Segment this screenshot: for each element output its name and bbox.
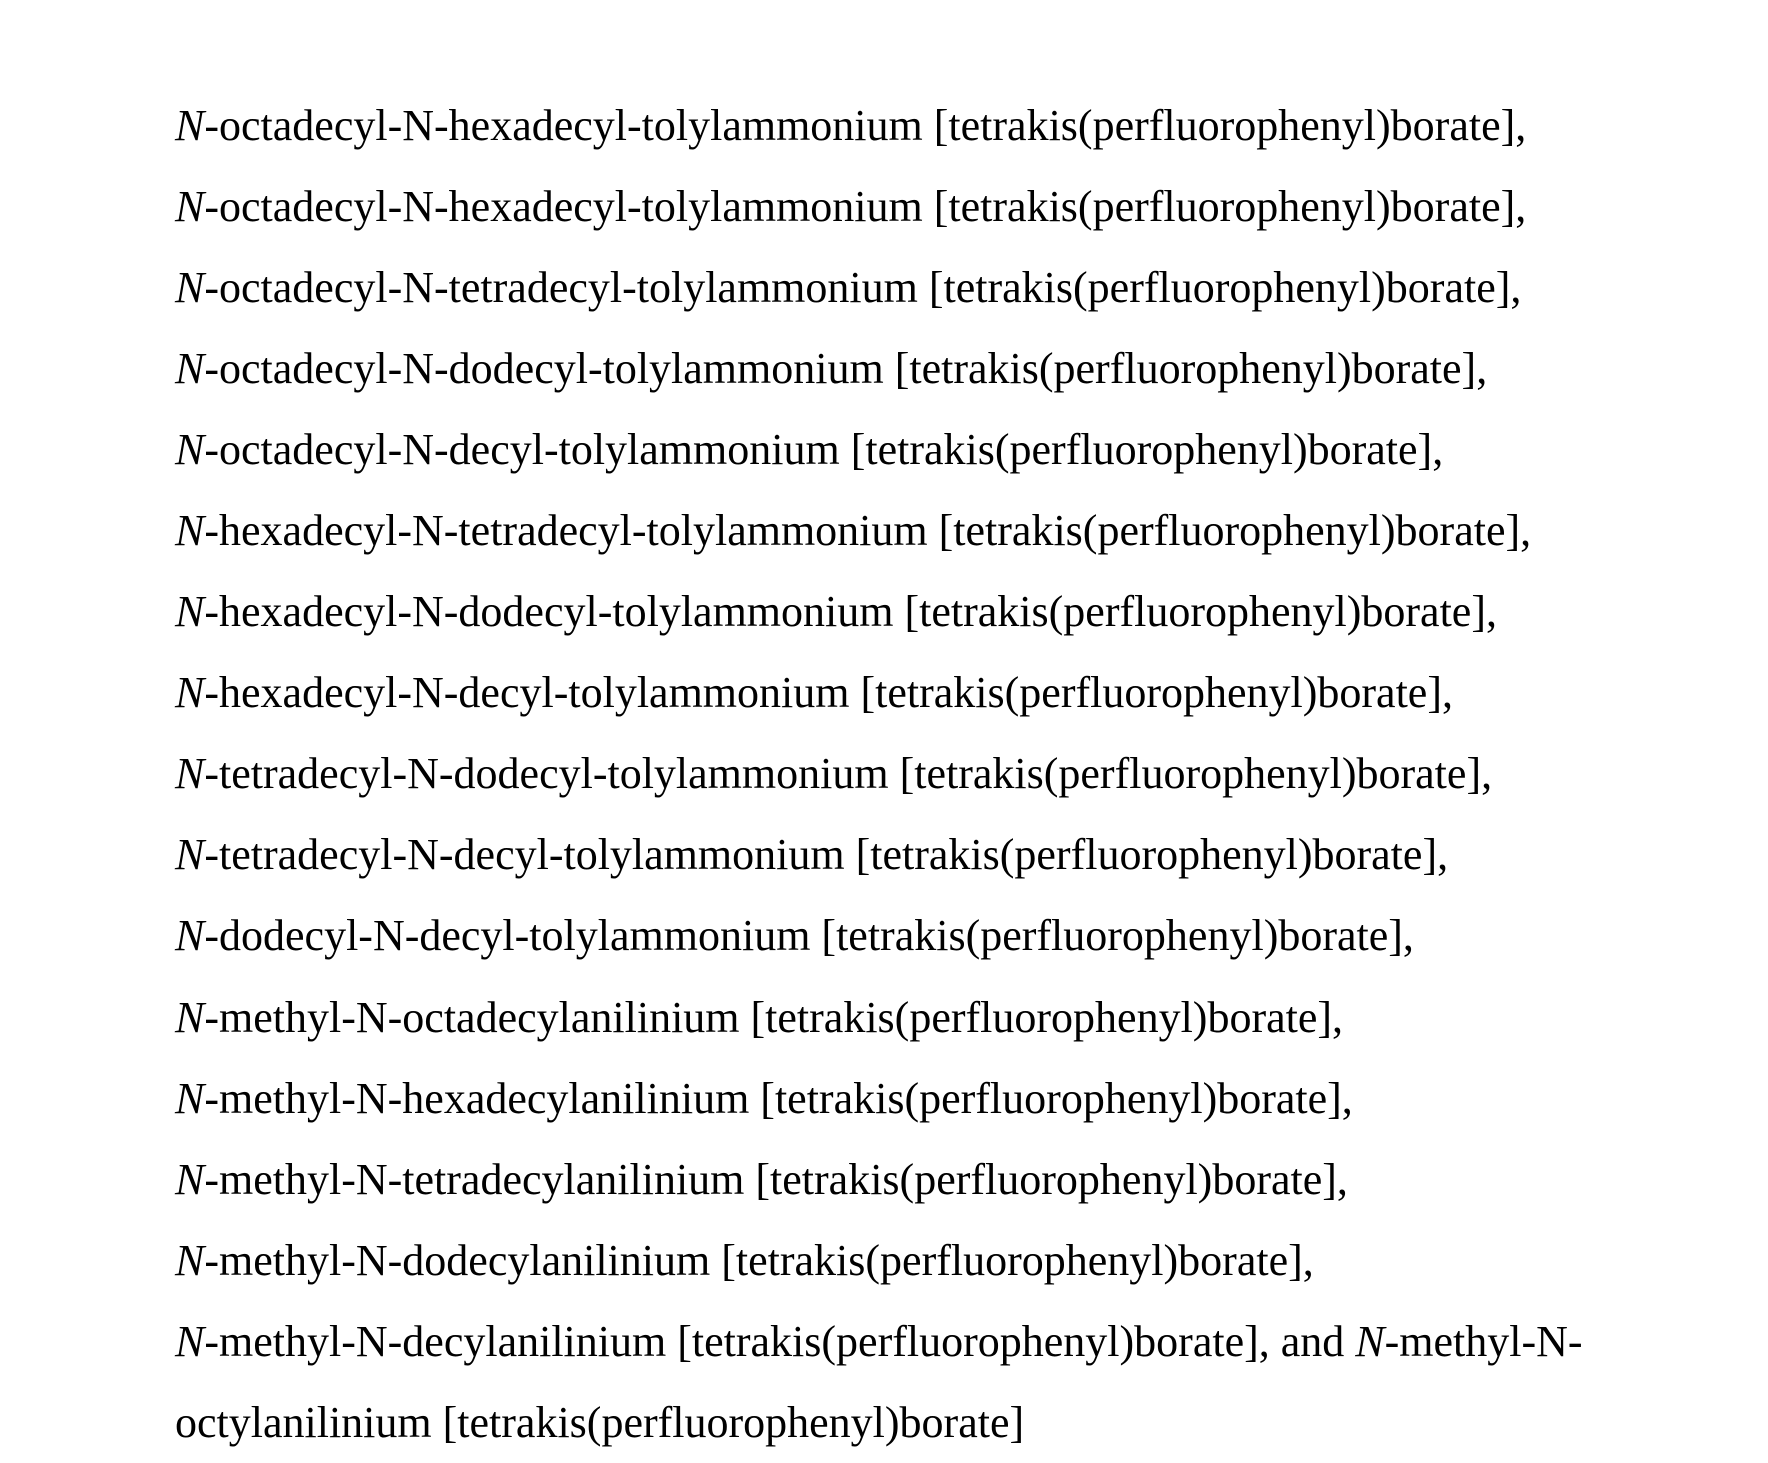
line-text: -hexadecyl-N-dodecyl-tolylammonium [tetrakis(perfluorophenyl)borate], (204, 587, 1497, 637)
line-text: -octadecyl-N-hexadecyl-tolylammonium [tetrakis(perfluorophenyl)borate], (204, 182, 1527, 232)
line-text: -octadecyl-N-dodecyl-tolylammonium [tetrakis(perfluorophenyl)borate], (204, 344, 1488, 394)
italic-n: N (175, 101, 205, 150)
italic-n: N (175, 506, 205, 556)
text-line (175, 1382, 1735, 1463)
italic-n: N (175, 1316, 205, 1366)
line-text: -hexadecyl-N-decyl-tolylammonium [tetrakis(perfluorophenyl)borate], (204, 668, 1453, 718)
italic-n: N (175, 182, 205, 232)
text-line (175, 1220, 1735, 1301)
line-text: -methyl-N-hexadecylanilinium [tetrakis(perfluorophenyl)borate], (204, 1073, 1353, 1123)
line-text: -methyl-N-decylanilinium [tetrakis(perfluorophenyl)borate], and (204, 1316, 1356, 1366)
text-line (175, 247, 1735, 328)
line-text: -methyl-N-dodecylanilinium [tetrakis(perfluorophenyl)borate], (204, 1235, 1314, 1285)
line-text: -hexadecyl-N-tetradecyl-tolylammonium [tetrakis(perfluorophenyl)borate], (204, 506, 1532, 556)
italic-n: N (1355, 1316, 1385, 1366)
text-line (175, 977, 1735, 1058)
line-text: -methyl-N-tetradecylanilinium [tetrakis(perfluorophenyl)borate], (204, 1154, 1348, 1204)
italic-n: N (175, 1235, 205, 1285)
italic-n: N (175, 830, 205, 880)
line-text: -tetradecyl-N-decyl-tolylammonium [tetrakis(perfluorophenyl)borate], (204, 830, 1449, 880)
line-text: -octadecyl-N-hexadecyl-tolylammonium [tetrakis(perfluorophenyl)borate], (204, 101, 1527, 150)
line-text: -tetradecyl-N-dodecyl-tolylammonium [tetrakis(perfluorophenyl)borate], (204, 749, 1493, 799)
line-text: -methyl-N-octadecylanilinium [tetrakis(perfluorophenyl)borate], (204, 992, 1344, 1042)
text-line (175, 895, 1735, 976)
text-line (175, 328, 1735, 409)
text-line (175, 85, 1735, 166)
text-line (175, 814, 1735, 895)
text-line (175, 166, 1735, 247)
text-line (175, 571, 1735, 652)
line-text: octylanilinium [tetrakis(perfluorophenyl)borate] (175, 1397, 1025, 1447)
italic-n: N (175, 992, 205, 1042)
italic-n: N (175, 911, 205, 961)
line-text: -octadecyl-N-tetradecyl-tolylammonium [tetrakis(perfluorophenyl)borate], (204, 263, 1522, 313)
italic-n: N (175, 587, 205, 637)
italic-n: N (175, 263, 205, 313)
italic-n: N (175, 668, 205, 718)
text-line (175, 1139, 1735, 1220)
line-text: -methyl-N- (1384, 1316, 1583, 1366)
line-text: -dodecyl-N-decyl-tolylammonium [tetrakis(perfluorophenyl)borate], (204, 911, 1414, 961)
text-line (175, 652, 1735, 733)
text-line (175, 409, 1735, 490)
italic-n: N (175, 344, 205, 394)
text-line (175, 1301, 1735, 1382)
compound-list-paragraph (175, 85, 1735, 1463)
text-line (175, 733, 1735, 814)
text-line (175, 490, 1735, 571)
italic-n: N (175, 1154, 205, 1204)
italic-n: N (175, 425, 205, 475)
line-text: -octadecyl-N-decyl-tolylammonium [tetrakis(perfluorophenyl)borate], (204, 425, 1444, 475)
italic-n: N (175, 1073, 205, 1123)
text-line (175, 1058, 1735, 1139)
italic-n: N (175, 749, 205, 799)
